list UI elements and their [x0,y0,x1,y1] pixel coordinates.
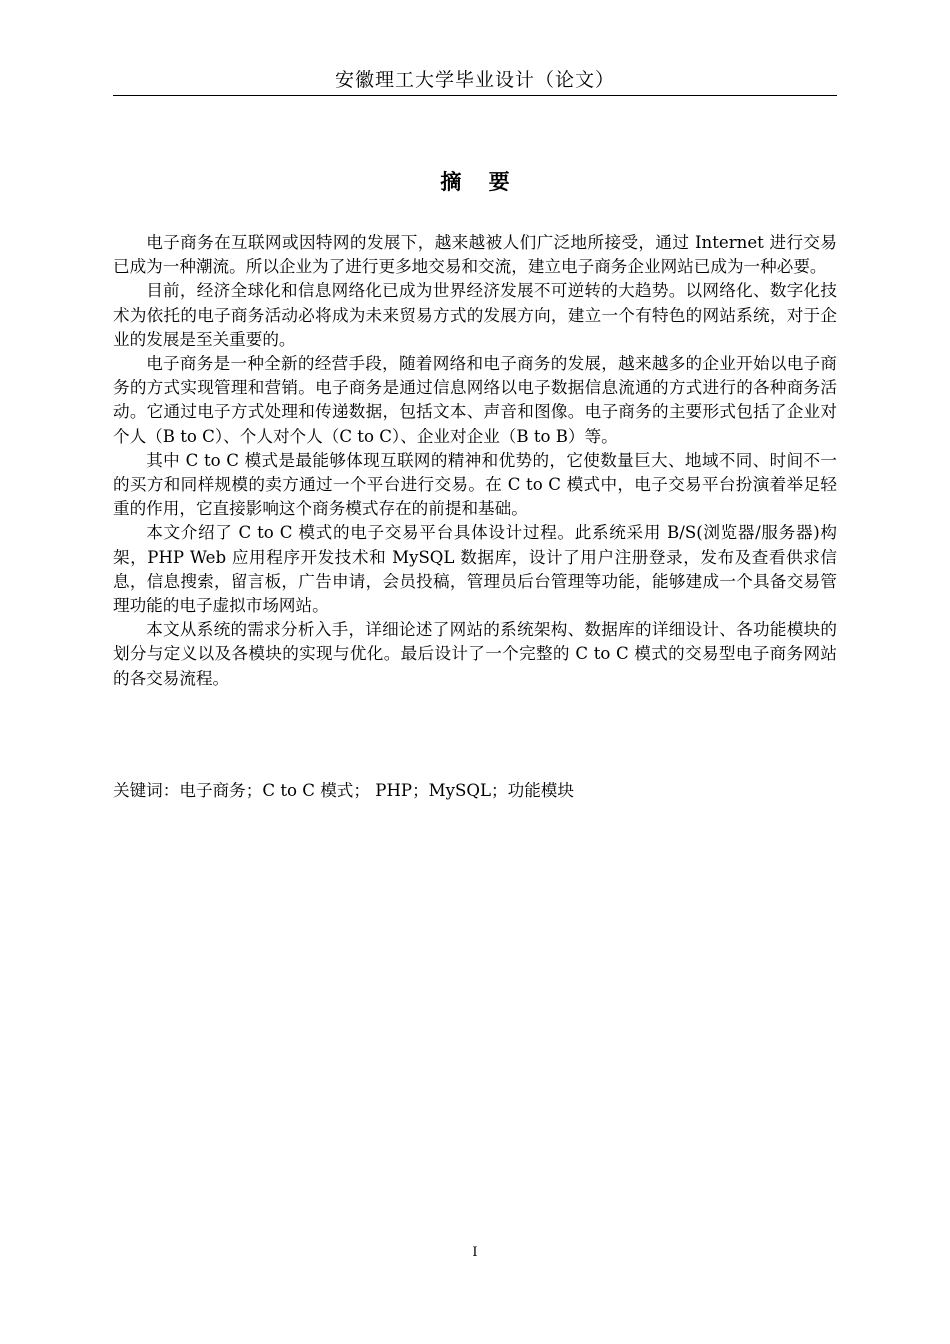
abstract-paragraph: 本文介绍了 C to C 模式的电子交易平台具体设计过程。此系统采用 B/S(浏览器/服务器)构架，PHP Web 应用程序开发技术和 MySQL 数据库，设计了用户注册登录，发布及查看供求信息，信息搜索，留言板，广告申请，会员投稿，管理员后台管理等功能，能够建成一个具备交易管理功能的电子虚拟市场网站。 [113,523,837,616]
abstract-body [113,231,837,691]
abstract-paragraph: 本文从系统的需求分析入手，详细论述了网站的系统架构、数据库的详细设计、各功能模块的划分与定义以及各模块的实现与优化。最后设计了一个完整的 C to C 模式的交易型电子商务网站的各交易流程。 [113,620,837,688]
abstract-paragraph: 电子商务在互联网或因特网的发展下，越来越被人们广泛地所接受，通过 Internet 进行交易已成为一种潮流。所以企业为了进行更多地交易和交流，建立电子商务企业网站已成为一种必要。 [113,233,837,277]
abstract-paragraph: 目前，经济全球化和信息网络化已成为世界经济发展不可逆转的大趋势。以网络化、数字化技术为依托的电子商务活动必将成为未来贸易方式的发展方向，建立一个有特色的网站系统，对于企业的发展是至关重要的。 [113,281,837,349]
running-header: 安徽理工大学毕业设计（论文） [334,69,615,91]
header-rule [113,95,837,96]
abstract-paragraph: 其中 C to C 模式是最能够体现互联网的精神和优势的，它使数量巨大、地域不同、时间不一的买方和同样规模的卖方通过一个平台进行交易。在 C to C 模式中，电子交易平台扮演着举足轻重的作用，它直接影响这个商务模式存在的前提和基础。 [113,450,837,519]
abstract-paragraph: 电子商务是一种全新的经营手段，随着网络和电子商务的发展，越来越多的企业开始以电子商务的方式实现管理和营销。电子商务是通过信息网络以电子数据信息流通的方式进行的各种商务活动。它通过电子方式处理和传递数据，包括文本、声音和图像。电子商务的主要形式包括了企业对个人（B to C）、个人对个人（C to C）、企业对企业（B to B）等。 [113,354,837,446]
keywords-line: 关键词：电子商务；C to C 模式； PHP；MySQL；功能模块 [113,781,574,800]
page-number: I [472,1245,478,1260]
abstract-title: 摘 要 [440,170,520,194]
